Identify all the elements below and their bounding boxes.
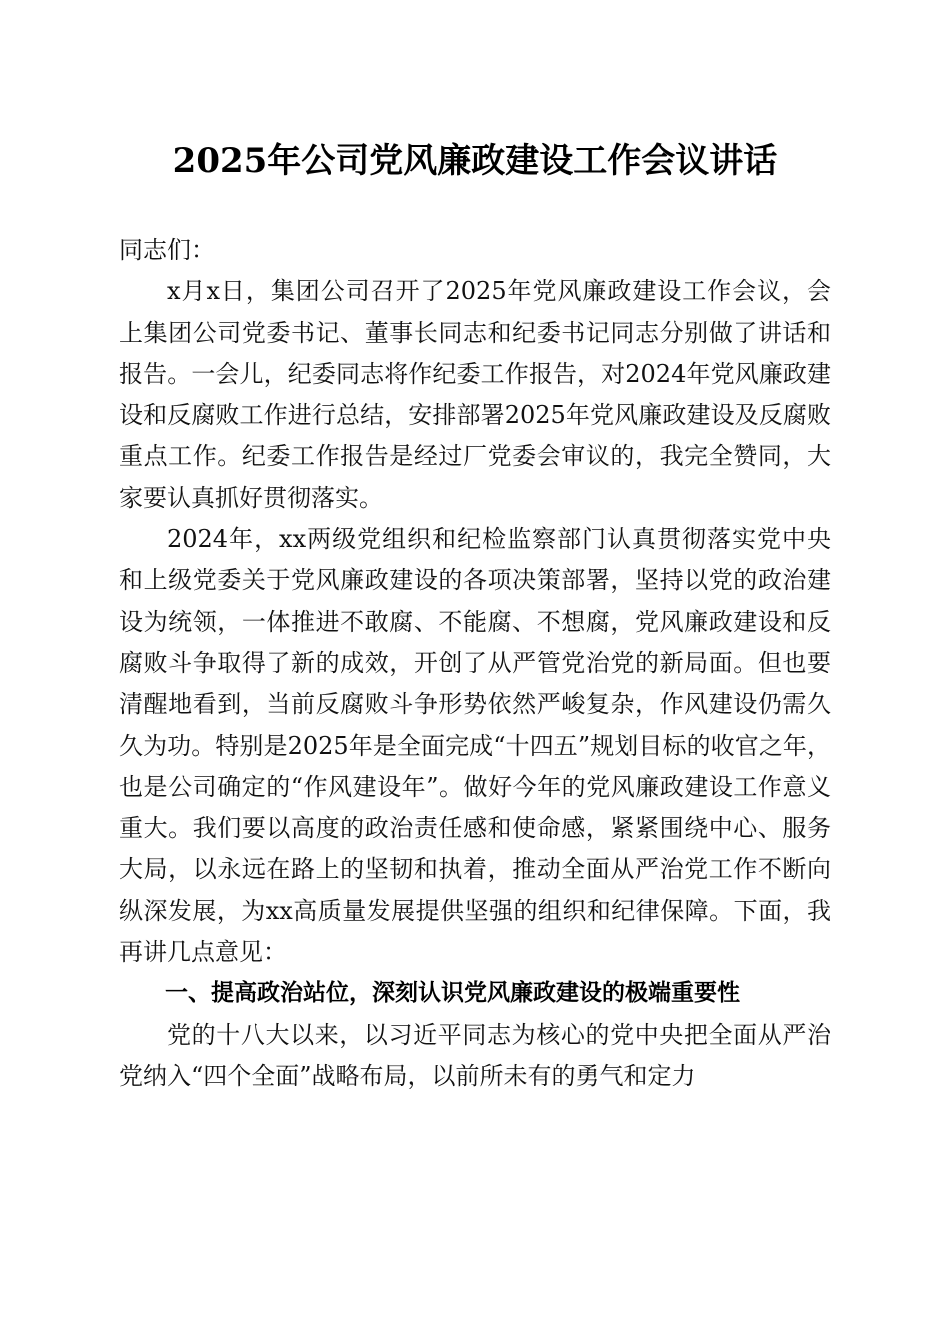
- paragraph-section-one: 党的十八大以来，以习近平同志为核心的党中央把全面从严治党纳入“四个全面”战略布局，以前所未有的勇气和定力: [119, 1020, 831, 1090]
- salutation: 同志们：: [119, 236, 215, 264]
- document-title: 2025年公司党风廉政建设工作会议讲话: [172, 141, 778, 181]
- paragraph-intro: x月x日，集团公司召开了2025年党风廉政建设工作会议，会上集团公司党委书记、董事长同志和纪委书记同志分别做了讲话和报告。一会儿，纪委同志将作纪委工作报告，对2024年党风廉政建设和反腐败工作进行总结，安排部署2025年党风廉政建设及反腐败重点工作。纪委工作报告是经过厂党委会审议的，我完全赞同，大家要认真抓好贯彻落实。: [119, 277, 831, 512]
- document-body: [119, 230, 831, 1097]
- paragraph-review: 2024年，xx两级党组织和纪检监察部门认真贯彻落实党中央和上级党委关于党风廉政建设的各项决策部署，坚持以党的政治建设为统领，一体推进不敢腐、不能腐、不想腐，党风廉政建设和反腐败斗争取得了新的成效，开创了从严管党治党的新局面。但也要清醒地看到，当前反腐败斗争形势依然严峻复杂，作风建设仍需久久为功。特别是2025年是全面完成“十四五”规划目标的收官之年，也是公司确定的“作风建设年”。做好今年的党风廉政建设工作意义重大。我们要以高度的政治责任感和使命感，紧紧围绕中心、服务大局，以永远在路上的坚韧和执着，推动全面从严治党工作不断向纵深发展，为xx高质量发展提供坚强的组织和纪律保障。下面，我再讲几点意见：: [119, 525, 831, 967]
- section-heading: 一、提高政治站位，深刻认识党风廉政建设的极端重要性: [165, 980, 740, 1007]
